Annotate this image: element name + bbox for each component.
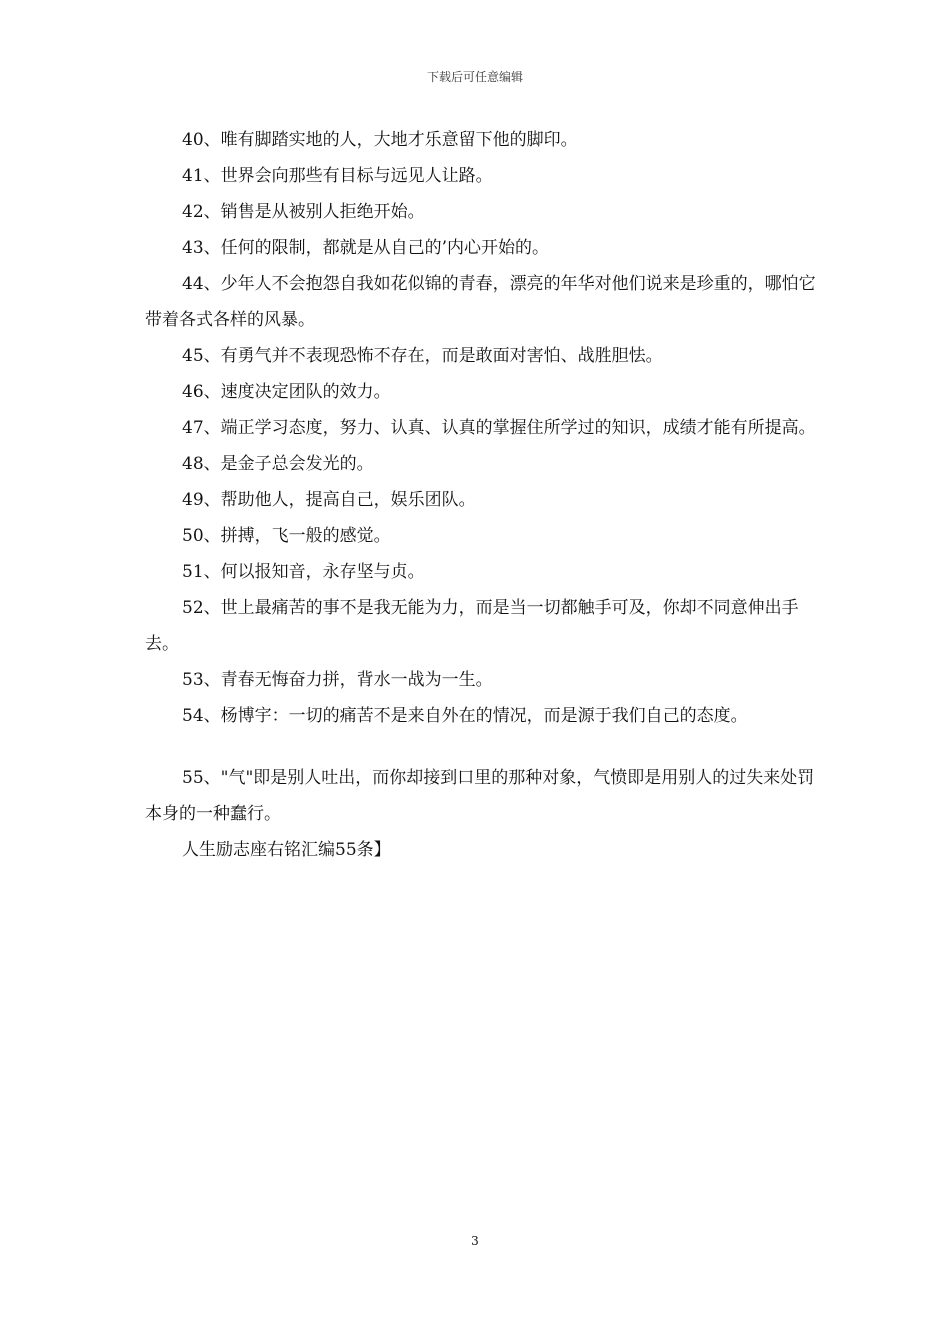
document-body [145, 122, 820, 868]
page-header: 下载后可任意编辑 [426, 70, 523, 84]
paragraph-45: 45、有勇气并不表现恐怖不存在，而是敢面对害怕、战胜胆怯。 [182, 346, 663, 366]
paragraph-43: 43、任何的限制，都就是从自己的’内心开始的。 [182, 238, 550, 258]
paragraph-44: 44、少年人不会抱怨自我如花似锦的青春，漂亮的年华对他们说来是珍重的，哪怕它带着各式各样的风暴。 [145, 274, 816, 330]
paragraph-41: 41、世界会向那些有目标与远见人让路。 [182, 166, 493, 186]
paragraph-49: 49、帮助他人，提高自己，娱乐团队。 [182, 490, 476, 510]
paragraph-55: 55、"气"即是别人吐出，而你却接到口里的那种对象，气愤即是用别人的过失来处罚本身的一种蠢行。 [145, 768, 815, 824]
closing-title: 人生励志座右铭汇编55条】 [182, 840, 391, 860]
paragraph-47: 47、端正学习态度，努力、认真、认真的掌握住所学过的知识，成绩才能有所提高。 [182, 418, 816, 438]
page-number: 3 [471, 1234, 479, 1248]
paragraph-42: 42、销售是从被别人拒绝开始。 [182, 202, 425, 222]
paragraph-54: 54、杨博宇：一切的痛苦不是来自外在的情况，而是源于我们自己的态度。 [182, 706, 748, 726]
paragraph-48: 48、是金子总会发光的。 [182, 454, 374, 474]
paragraph-51: 51、何以报知音，永存坚与贞。 [182, 562, 425, 582]
paragraph-50: 50、拼搏，飞一般的感觉。 [182, 526, 391, 546]
paragraph-46: 46、速度决定团队的效力。 [182, 382, 391, 402]
paragraph-spacer [145, 734, 820, 760]
paragraph-40: 40、唯有脚踏实地的人，大地才乐意留下他的脚印。 [182, 130, 578, 150]
paragraph-52: 52、世上最痛苦的事不是我无能为力，而是当一切都触手可及，你却不同意伸出手去。 [145, 598, 799, 654]
paragraph-53: 53、青春无悔奋力拼，背水一战为一生。 [182, 670, 493, 690]
